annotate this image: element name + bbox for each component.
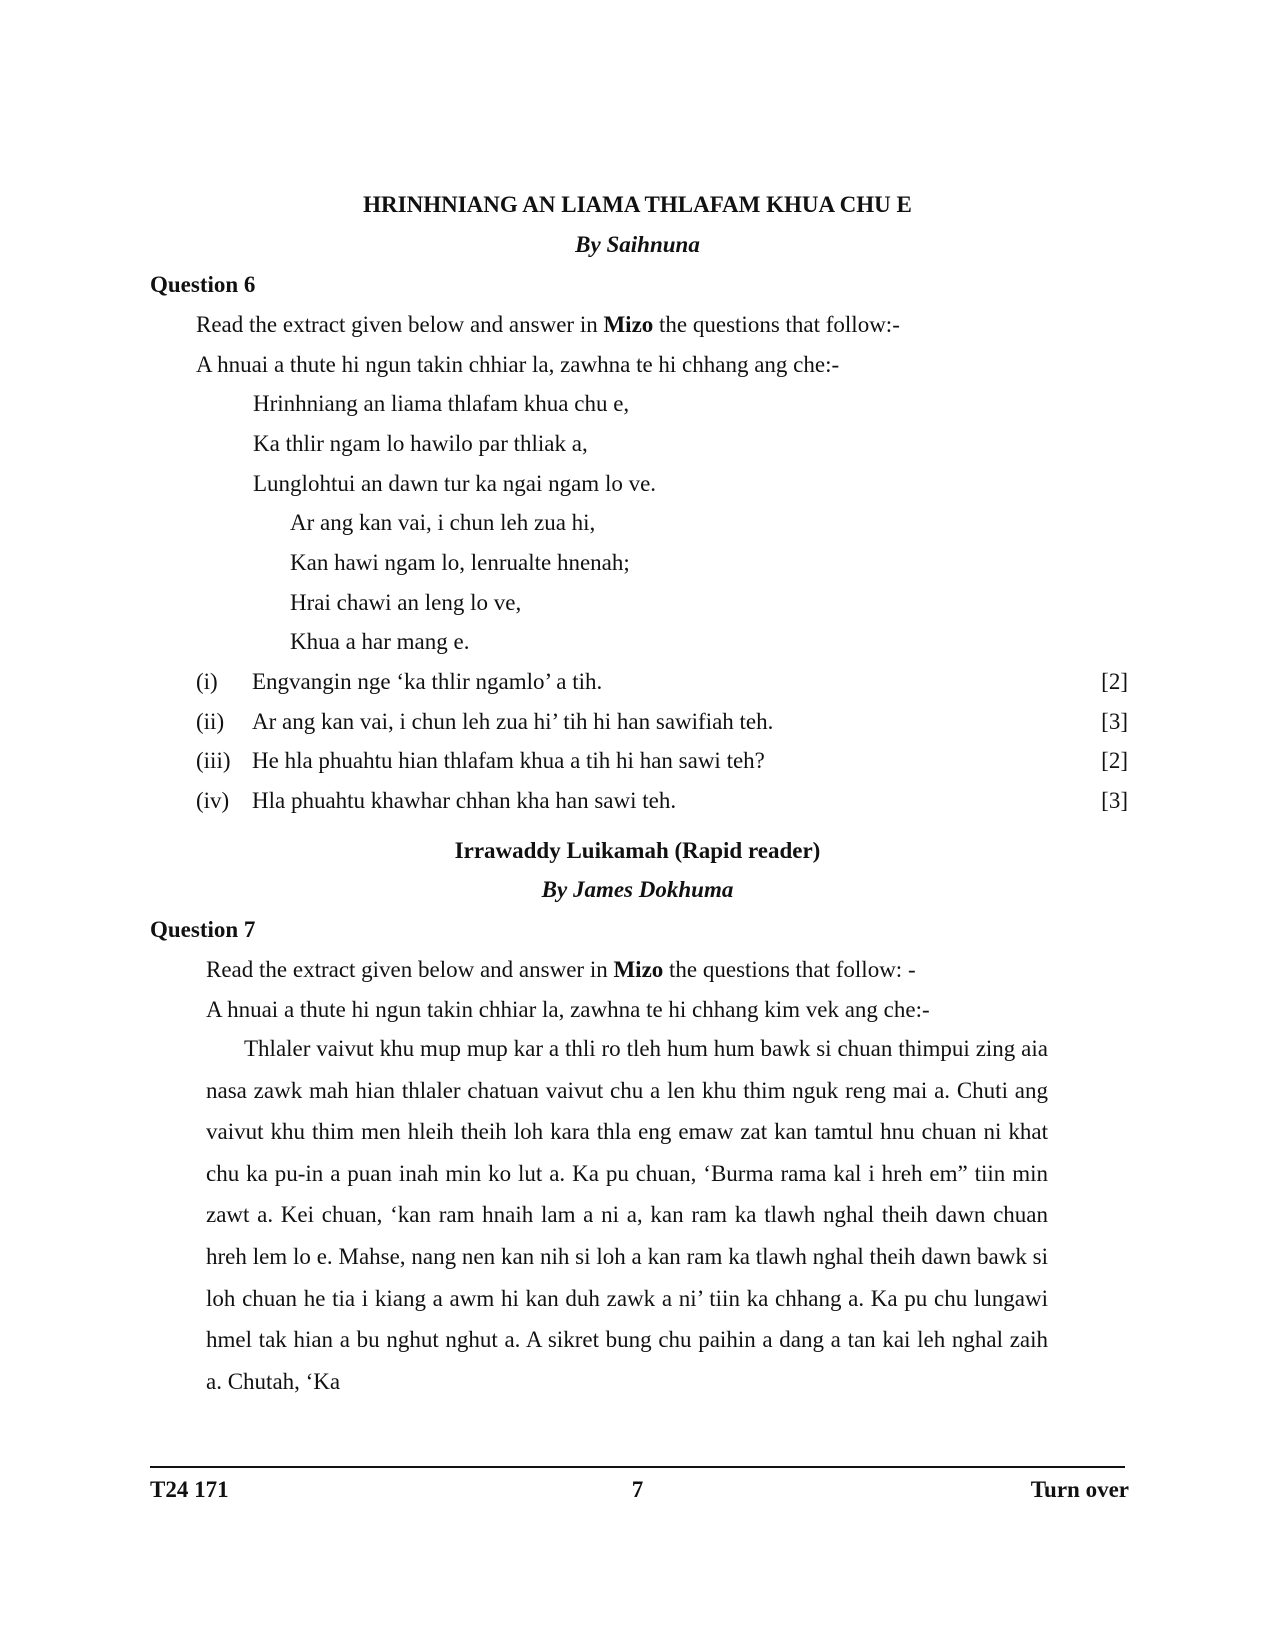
question6-instruction	[196, 311, 900, 339]
question7-intro: A hnuai a thute hi ngun takin chhiar la, zawhna te hi chhang kim vek ang che:-	[206, 997, 930, 1022]
subquestion-number: (iii)	[196, 748, 231, 773]
instruction-post: the questions that follow: -	[663, 957, 916, 982]
subquestion-marks: [2]	[1101, 669, 1128, 694]
poem-line: Kan hawi ngam lo, lenrualte hnenah;	[290, 550, 630, 575]
footer-rule	[150, 1466, 1125, 1468]
turn-over-label: Turn over	[1030, 1477, 1129, 1502]
section1-title: HRINHNIANG AN LIAMA THLAFAM KHUA CHU E	[363, 192, 912, 217]
instruction-post: the questions that follow:-	[653, 312, 900, 337]
subquestion-text: Engvangin nge ‘ka thlir ngamlo’ a tih.	[252, 669, 603, 694]
subquestion-number: (i)	[196, 669, 218, 694]
subquestion-text: Ar ang kan vai, i chun leh zua hi’ tih hi han sawifiah teh.	[252, 709, 774, 734]
instruction-bold: Mizo	[603, 312, 654, 337]
instruction-bold: Mizo	[613, 957, 664, 982]
question7-passage: Thlaler vaivut khu mup mup kar a thli ro tleh hum hum bawk si chuan thimpui zing aia nasa zawk mah hian thlaler chatuan vaivut chu a len khu thim nguk reng mai a. Chuti ang vaivut khu thim men hleih theih loh kara thla eng emaw zat kan tamtul hnu chuan ni khat chu ka pu-in a puan inah min ko lut a. Ka pu chuan, ‘Burma rama kal i hreh em” tiin min zawt a. Kei chuan, ‘kan ram hnaih lam a ni a, kan ram ka tlawh nghal theih dawn chuan hreh lem lo e. Mahse, nang nen kan nih si loh a kan ram ka tlawh nghal theih dawn bawk si loh chuan he tia i kiang a awm hi kan duh zawk a ni’ tiin ka chhang a. Ka pu chu lungawi hmel tak hian a bu nghut nghut a. A sikret bung chu paihin a dang a tan kai leh nghal zaih a. Chutah, ‘Ka	[206, 1036, 1048, 1394]
question6-intro: A hnuai a thute hi ngun takin chhiar la, zawhna te hi chhang ang che:-	[196, 352, 840, 377]
poem-line: Khua a har mang e.	[290, 629, 470, 654]
section2-title: Irrawaddy Luikamah (Rapid reader)	[454, 838, 821, 863]
page-number: 7	[631, 1477, 644, 1502]
subquestion-text: Hla phuahtu khawhar chhan kha han sawi teh.	[252, 788, 677, 813]
question7-instruction	[206, 956, 916, 984]
subquestion-number: (ii)	[196, 709, 225, 734]
subquestion-marks: [2]	[1101, 748, 1128, 773]
instruction-pre: Read the extract given below and answer in	[196, 312, 604, 337]
question6-heading: Question 6	[150, 272, 256, 297]
poem-line: Ka thlir ngam lo hawilo par thliak a,	[253, 431, 588, 456]
section2-author: By James Dokhuma	[541, 877, 734, 902]
section1-author: By Saihnuna	[575, 232, 700, 257]
subquestion-marks: [3]	[1101, 709, 1128, 734]
poem-line: Hrai chawi an leng lo ve,	[290, 590, 522, 615]
instruction-pre: Read the extract given below and answer in	[206, 957, 614, 982]
subquestion-marks: [3]	[1101, 788, 1128, 813]
question7-heading: Question 7	[150, 917, 256, 942]
poem-line: Lunglohtui an dawn tur ka ngai ngam lo ve.	[253, 471, 657, 496]
poem-line: Ar ang kan vai, i chun leh zua hi,	[290, 510, 596, 535]
poem-line: Hrinhniang an liama thlafam khua chu e,	[253, 391, 630, 416]
paper-code: T24 171	[150, 1477, 229, 1502]
subquestion-number: (iv)	[196, 788, 230, 813]
subquestion-text: He hla phuahtu hian thlafam khua a tih hi han sawi teh?	[252, 748, 765, 773]
